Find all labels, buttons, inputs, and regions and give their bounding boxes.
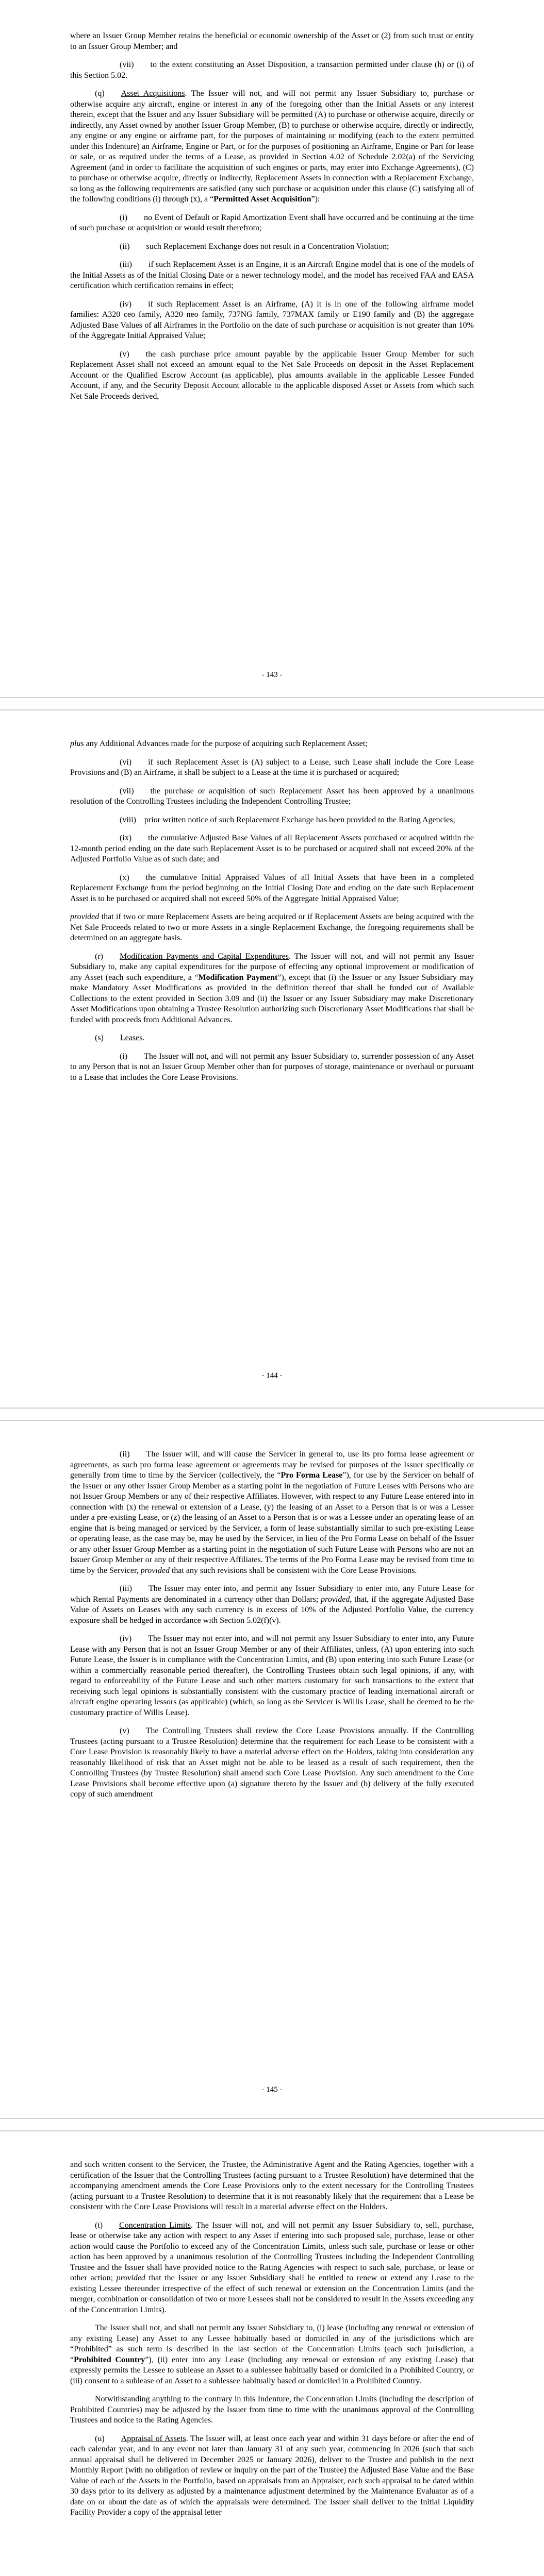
paragraph [70,260,474,292]
text-run: (q) [95,89,121,98]
paragraph [70,757,474,778]
text-run: Notwithstanding anything to the contrary in this Indenture, the Concentration Limits (including the description of Prohibited Countries) may be adjusted by the Issuer from time to time with the unanimous approval of the Controlling Trustees and notice to the Rating Agencies. [70,2395,474,2425]
text-run: (i) no Event of Default or Rapid Amortization Event shall have occurred and be continuing at the time of such purchase or acquisition or would result therefrom; [70,213,474,232]
page-body [70,2160,474,2526]
page-separator [0,1408,544,1421]
defined-term: Pro Forma Lease [281,1471,343,1480]
text-run: , that, if the aggregate Adjusted Base Value of Assets on Leases with any such currency is in excess of 10% of the Adjusted Portfolio Value, the currency exposure shall be hedged in accordance with Section 5.02(f)(v). [70,1595,474,1625]
text-run: (t) [95,2221,120,2230]
text-run: (r) [95,952,120,961]
text-run: (s) [95,1033,120,1042]
text-run: and such written consent to the Servicer, the Trustee, the Administrative Agent and the Rating Agencies, together with a certification of the Issuer that the Controlling Trustees (acting pursuant to a Trustee Resolution) have determined that the accompanying amendment amends the Core Lease Provisions only to the extent necessary for the Controlling Trustees (acting pursuant to a Trustee Resolution) to determine that it is not reasonably likely that the requirement that a Lease be consistent with the Core Lease Provisions will result in a material adverse effect on the Holders. [70,2160,474,2211]
defined-term: Permitted Asset Acquisition [213,195,311,204]
emphasis-text: provided [321,1595,350,1604]
text-run: ”): [311,195,320,204]
paragraph [70,31,474,52]
page-number: - 145 - [261,2086,283,2094]
page-body [70,739,474,1091]
paragraph [70,1449,474,1576]
text-run: that the Issuer or any Issuer Subsidiary shall be entitled to renew or extend any Lease to the existing Lessee thereunder irrespective of the effect of such renewal or extension on the Concentration Limits (and the merger, combination or consolidation of two or more Lessees shall not be considered to result in the Assets exceeding any of the Concentration Limits). [70,2274,474,2314]
text-run: ”), (ii) enter into any Lease (including any renewal or extension of any existing Lease) that expressly permits the Lessee to sublease an Asset to a sublessee habitually based or domiciled in a Prohibited Country, or (iii) consent to a sublease of an Asset to a sublessee habitually based or domiciled in a Prohibited Country. [70,2355,474,2385]
paragraph [70,89,474,205]
paragraph [70,2394,474,2426]
page-body [70,31,474,410]
section-heading: Asset Acquisitions [121,89,185,98]
text-run: (vii) to the extent constituting an Asset Disposition, a transaction permitted under clause (h) or (i) of this Section 5.02. [70,60,474,80]
text-run: any Additional Advances made for the purpose of acquiring such Replacement Asset; [84,739,368,748]
paragraph [70,786,474,807]
text-run: (vi) if such Replacement Asset is (A) subject to a Lease, such Lease shall include the Core Lease Provisions and (B) an Airframe, it shall be subject to a Lease at the time it is purchased or acquired; [70,757,474,777]
text-run: The Issuer shall not, and shall not permit any Issuer Subsidiary to, (i) lease (including any renewal or extension of any existing Lease) any Asset to any Lessee habitually based or domiciled in any of the jurisdictions which are “Prohibited” as such term is described in the last section of the Concentration Limits (each such jurisdiction, a “ [70,2324,474,2364]
text-run: (u) [95,2434,121,2443]
text-run: . The Issuer will, at least once each year and within 31 days before or after the end of each calendar year, and in any event not later than January 31 of any such year, commencing in 2026 (such that such annual appraisal shall be delivered in December 2025 or January 2026), deliver to the Trustee and publish in the next Monthly Report (with no obligation of review or inquiry on the part of the Trustee) the Adjusted Base Value and the Base Value of each of the Assets in the Portfolio, based on appraisals from an Appraiser, each such appraisal to be dated within 30 days prior to its delivery as adjusted by a maintenance adjustment determined by the Maintenance Evaluator as of a date on or about the date as of which the appraisals were determined. The Issuer shall deliver to the Initial Liquidity Facility Provider a copy of the appraisal letter [70,2434,474,2517]
paragraph [70,242,474,252]
text-run: where an Issuer Group Member retains the beneficial or economic ownership of the Asset or (2) from such trust or entity to an Issuer Group Member; and [70,31,474,51]
text-run: (iv) if such Replacement Asset is an Airframe, (A) it is in one of the following airframe model families: A320 ceo family, A320 neo family, 737NG family, 737MAX family or E190 family and (B) the aggregate Adjusted Base Values of all Airframes in the Portfolio on the date of such purchase or acquisition is not greater than 10% of the Aggregate Initial Appraised Value; [70,299,474,340]
paragraph [70,912,474,944]
paragraph [70,1726,474,1800]
paragraph [70,1584,474,1626]
text-run: (vii) the purchase or acquisition of such Replacement Asset has been approved by a unanimous resolution of the Controlling Trustees including the Independent Controlling Trustee; [70,786,474,806]
paragraph [70,873,474,905]
paragraph [70,952,474,1026]
paragraph [70,739,474,750]
section-heading: Modification Payments and Capital Expenditures [119,952,289,961]
text-run: that if two or more Replacement Assets are being acquired or if Replacement Assets are being acquired with the Net Sale Proceeds related to two or more Assets in a single Replacement Exchange, the foregoing requirements shall be determined on an aggregate basis. [70,912,474,942]
text-run: . The Issuer will not, and will not permit any Issuer Subsidiary to, purchase or otherwise acquire any aircraft, engine or interest in any of the foregoing other than the Initial Assets or any interest therein, except that the Issuer and any Issuer Subsidiary will be permitted (A) to purchase or otherwise acquire, directly or indirectly, any Asset owned by another Issuer Group Member, (B) to purchase or otherwise acquire, directly or indirectly, any engine or any engine or airframe part, for the purposes of maintaining or modifying (each to the extent permitted under this Indenture) an Airframe, Engine or Part, or for the purposes of positioning an Airframe, Engine or Part for lease or sale, or as required under the terms of a Lease, as provided in Section 4.02 of Schedule 2.02(a) of the Servicing Agreement (and in order to facilitate the acquisition of such engines or parts, may enter into Exchange Agreements), (C) to purchase or otherwise acquire, directly or indirectly, Replacement Assets in connection with a Replacement Exchange, so long as the following requirements are satisfied (any such purchase or acquisition under this clause (C) satisfying all of the following conditions (i) through (x), a “ [70,89,474,204]
text-run: (iv) The Issuer may not enter into, and will not permit any Issuer Subsidiary to enter into, any Future Lease with any Person that is not an Issuer Group Member or any of their Affiliates, unless, (A) upon entering into such Future Lease, the Issuer is in compliance with the Concentration Limits, and (B) upon entering into such Future Lease (or within a commercially reasonable period thereafter), the Controlling Trustees obtain such legal opinions, if any, with regard to enforceability of the Future Lease and such other matters customary for such transactions to the extent that receiving such legal opinions is substantially consistent with the customary practice of leading international aircraft or aircraft engine operating lessors (as applicable) (which, so long as the Servicer is Willis Lease, shall be deemed to be the customary practice of Willis Lease). [70,1634,474,1717]
section-heading: Leases [120,1033,143,1042]
text-run: (v) the cash purchase price amount payable by the applicable Issuer Group Member for such Replacement Asset shall not exceed an amount equal to the Net Sale Proceeds on deposit in the Asset Replacement Account or the Qualified Escrow Account (as applicable), plus amounts available in the applicable Lessee Funded Account, if any, and the Security Deposit Account allocable to the applicable disposed Asset or Assets from which such Net Sale Proceeds derived, [70,349,474,401]
text-run: (iii) The Issuer may enter into, and permit any Issuer Subsidiary to enter into, any Future Lease for which Rental Payments are denominated in a currency other than Dollars; [70,1584,474,1604]
paragraph [70,1634,474,1718]
text-run: (i) The Issuer will not, and will not permit any Issuer Subsidiary to, surrender possession of any Asset to any Person that is not an Issuer Group Member other than for purposes of storage, maintenance or overhaul or pursuant to a Lease that includes the Core Lease Provisions. [70,1052,474,1082]
paragraph [70,299,474,342]
emphasis-text: provided [116,2274,145,2282]
text-run: . [142,1033,145,1042]
text-run: ”), except that (i) the Issuer or any Issuer Subsidiary may make Mandatory Asset Modifications as provided in the definition thereof that shall be funded out of Available Collections to the extent provided in Section 3.09 and (ii) the Issuer or any Issuer Subsidiary may make Discretionary Asset Modifications upon obtaining a Trustee Resolution authorizing such Discretionary Asset Modifications that shall be funded with proceeds from Additional Advances. [70,973,474,1024]
text-run: . The Issuer will not, and will not permit any Issuer Subsidiary to, make any capital expenditures for the purpose of effecting any optional improvement or modification of any Asset (each such expenditure, a “ [70,952,474,982]
paragraph [70,833,474,865]
defined-term: Modification Payment [198,973,278,982]
emphasis-text: plus [70,739,84,748]
paragraph [70,2160,474,2213]
page-number: - 143 - [261,671,283,679]
text-run: (viii) prior written notice of such Replacement Exchange has been provided to the Rating Agencies; [120,815,455,824]
paragraph [70,1033,474,1044]
text-run: (ii) The Issuer will, and will cause the Servicer in general to, use its pro forma lease agreement or agreements, as such pro forma lease agreement or agreements may be revised for purposes of the Issuer specifically or generally from time to time by the Servicer (collectively, the “ [70,1450,474,1480]
text-run: (ii) such Replacement Exchange does not result in a Concentration Violation; [120,242,389,251]
text-run: (ix) the cumulative Adjusted Base Values of all Replacement Assets purchased or acquired within the 12-month period ending on the date such Replacement Asset is to be purchased or acquired shall not exceed 20% of the Adjusted Portfolio Value as of such date; and [70,834,474,863]
page-separator [0,697,544,710]
page-separator [0,2118,544,2131]
paragraph [70,2434,474,2518]
defined-term: Prohibited Country [74,2355,145,2364]
text-run: that any such revisions shall be consistent with the Core Lease Provisions. [169,1566,417,1575]
text-run: (iii) if such Replacement Asset is an Engine, it is an Aircraft Engine model that is one of the models of the Initial Assets as of the Initial Closing Date or a newer technology model, and the model has received FAA and EASA certification which certification remains in effect; [70,260,474,290]
text-run: . The Issuer will not, and will not permit any Issuer Subsidiary to, sell, purchase, lease or otherwise take any action with respect to any Asset if entering into such proposed sale, purchase, lease or other action would cause the Portfolio to exceed any of the Concentration Limits, unless such sale, purchase or lease or other action has been approved by a unanimous resolution of the Controlling Trustees including the Independent Controlling Trustee and the Issuer shall have provided notice to the Rating Agencies with respect to such sale, purchase, or lease or other action; [70,2221,474,2282]
text-run: (x) the cumulative Initial Appraised Values of all Initial Assets that have been in a completed Replacement Exchange from the period beginning on the Initial Closing Date and ending on the date such Replacement Asset is to be purchased or acquired shall not exceed 50% of the Aggregate Initial Appraised Value; [70,873,474,903]
page-body [70,1449,474,1808]
page-number: - 144 - [261,1371,283,1380]
page-143 [0,0,544,697]
paragraph [70,60,474,81]
paragraph [70,2221,474,2316]
paragraph [70,815,474,826]
paragraph [70,213,474,234]
section-heading: Concentration Limits [119,2221,191,2230]
text-run: ”), for use by the Servicer on behalf of the Issuer or any other Issuer Group Member as a starting point in the negotiation of Future Leases with Persons who are not Issuer Group Members or any of their respective Affiliates. However, with respect to any Future Lease entered into in connection with (x) the renewal or extension of a Lease, (y) the leasing of an Asset to a Person that is or was a Lessee under a pre-existing Lease, or (z) the leasing of an Asset to a Person that is or was a Lessee under an operating lease of an engine that is being managed or serviced by the Servicer, a form of lease substantially similar to such pre-existing Lease or operating lease, as the case may be, may be used by the Servicer, in lieu of the Pro Forma Lease on behalf of the Issuer or any other Issuer Group Member as a starting point in the negotiation of such Future Lease with Persons who are not an Issuer Group Member or any of their respective Affiliates. The terms of the Pro Forma Lease may be revised from time to time by the Servicer, [70,1471,474,1575]
emphasis-text: provided [70,912,100,921]
page-145 [0,1421,544,2118]
page-144 [0,710,544,1408]
text-run: (v) The Controlling Trustees shall review the Core Lease Provisions annually. If the Controlling Trustees (acting pursuant to a Trustee Resolution) determine that the requirement for each Lease to be consistent with a Core Lease Provision is reasonably likely to have a material adverse effect on the Holders, taking into consideration any reasonably likelihood of risk that an Asset might not be able to be leased as a result of such requirement, then the Controlling Trustees (by Trustee Resolution) shall amend such Core Lease Provision. Any such amendment to the Core Lease Provisions shall become effective upon (a) signature thereto by the Issuer and (b) delivery of the fully executed copy of such amendment [70,1726,474,1799]
emphasis-text: provided [140,1566,170,1575]
paragraph [70,2323,474,2386]
page-146 [0,2131,544,2576]
paragraph [70,1052,474,1083]
paragraph [70,349,474,402]
section-heading: Appraisal of Assets [121,2434,186,2443]
